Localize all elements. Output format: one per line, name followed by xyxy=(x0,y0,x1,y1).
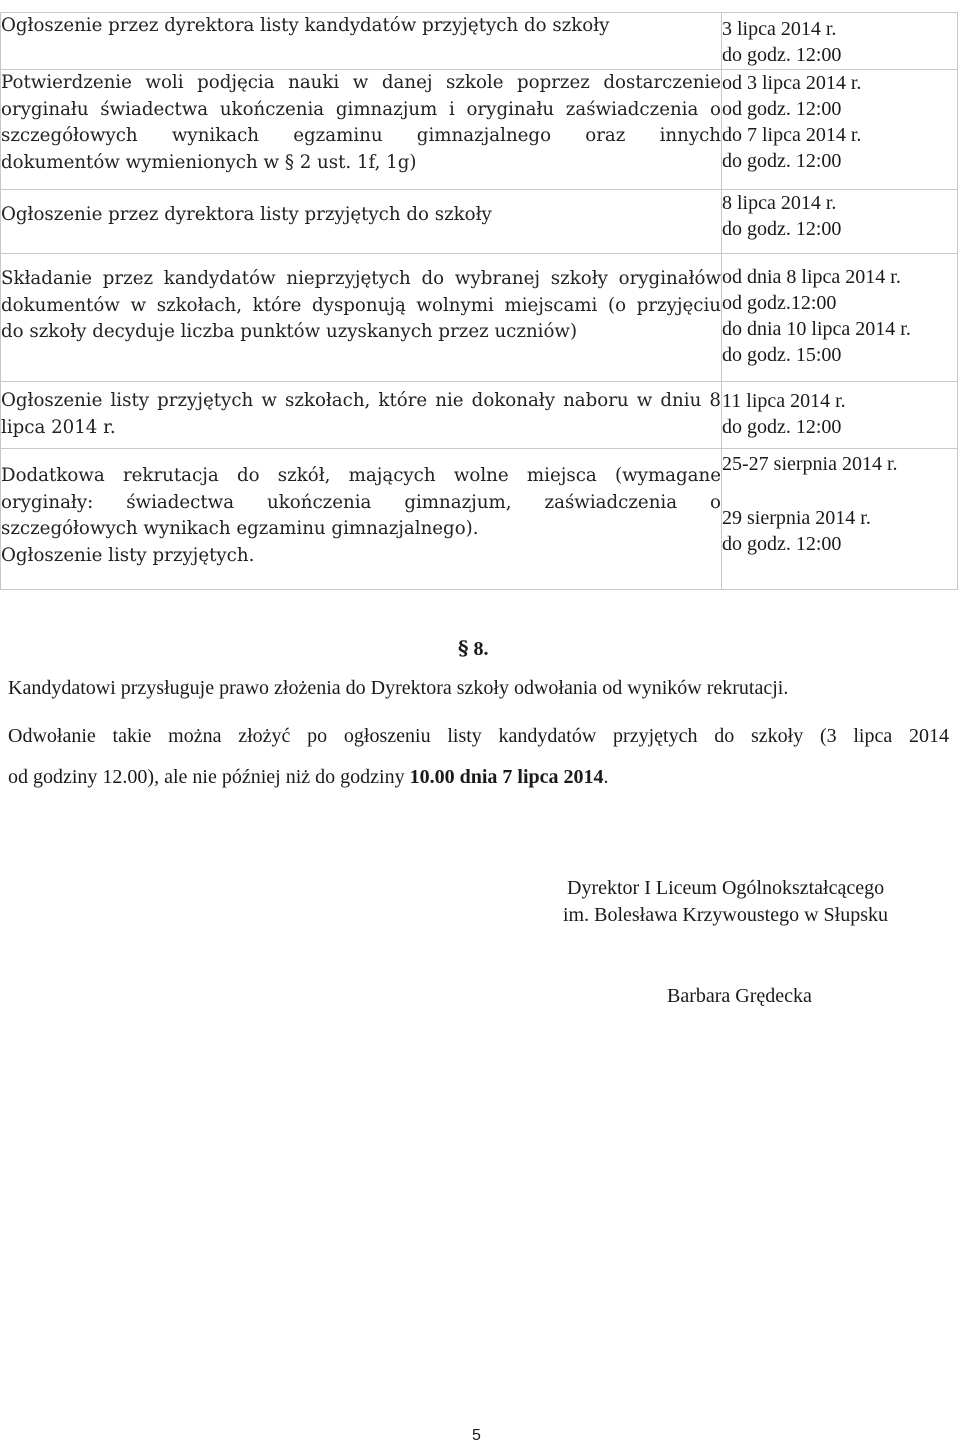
date-line: do godz. 12:00 xyxy=(722,533,842,555)
description-line: szczegółowych wynikach egzaminu gimnazjalnego oraz innych xyxy=(1,125,721,146)
recruitment-schedule-table xyxy=(0,12,958,590)
date-line: do dnia 10 lipca 2014 r. xyxy=(722,318,911,340)
table-row xyxy=(1,254,958,382)
paragraph-text: od godziny 12.00), ale nie później niż do godziny xyxy=(8,766,410,788)
table-row xyxy=(1,13,958,70)
description-line: dokumentów wymienionych w § 2 ust. 1f, 1g) xyxy=(1,151,417,173)
table-row xyxy=(1,190,958,254)
paragraph-appeal-right: Kandydatowi przysługuje prawo złożenia do Dyrektora szkoły odwołania od wyników rekrutacji. xyxy=(8,677,789,699)
paragraph-line xyxy=(8,757,949,798)
description-line: do szkoły decyduje liczba punktów uzyskanych przez uczniów) xyxy=(1,321,578,342)
date-line: do 7 lipca 2014 r. xyxy=(722,124,862,146)
description-line: Składanie przez kandydatów nieprzyjętych do wybranej szkoły oryginałów xyxy=(1,268,721,289)
description-line: Ogłoszenie listy przyjętych. xyxy=(1,544,255,566)
description-cell xyxy=(1,449,722,590)
date-line: do godz. 12:00 xyxy=(722,44,842,66)
date-line: 8 lipca 2014 r. xyxy=(722,192,837,214)
signature-name: Barbara Grędecka xyxy=(667,985,812,1007)
date-line: 11 lipca 2014 r. xyxy=(722,390,846,412)
page-number: 5 xyxy=(472,1427,481,1444)
description-line: lipca 2014 r. xyxy=(1,416,116,438)
signature-school: im. Bolesława Krzywoustego w Słupsku xyxy=(563,904,888,926)
date-line: 29 sierpnia 2014 r. xyxy=(722,507,871,529)
section-heading xyxy=(458,636,488,661)
paragraph-line: Odwołanie takie można złożyć po ogłoszeniu listy kandydatów przyjętych do szkoły (3 lipca 2014 xyxy=(8,725,949,747)
date-line: do godz. 12:00 xyxy=(722,416,842,438)
description-cell xyxy=(1,190,722,254)
description-cell xyxy=(1,13,722,70)
date-line: od godz. 12:00 xyxy=(722,98,842,120)
date-line: 25-27 sierpnia 2014 r. xyxy=(722,453,898,475)
date-spacer xyxy=(722,477,957,505)
date-cell xyxy=(722,382,958,449)
date-line: do godz. 12:00 xyxy=(722,218,842,240)
signature-title: Dyrektor I Liceum Ogólnokształcącego xyxy=(567,877,885,899)
description-line: Ogłoszenie przez dyrektora listy przyjętych do szkoły xyxy=(1,204,492,225)
description-line: szczegółowych wynikach egzaminu gimnazjalnego). xyxy=(1,518,479,539)
date-line: do godz. 12:00 xyxy=(722,150,842,172)
description-line: Potwierdzenie woli podjęcia nauki w danej szkole poprzez dostarczenie xyxy=(1,72,721,93)
description-line: Ogłoszenie przez dyrektora listy kandydatów przyjętych do szkoły xyxy=(1,15,610,36)
description-cell xyxy=(1,70,722,190)
section-sign: § xyxy=(458,636,469,660)
description-line: Ogłoszenie listy przyjętych w szkołach, które nie dokonały naboru w dniu 8 xyxy=(1,390,721,411)
description-cell xyxy=(1,382,722,449)
description-cell xyxy=(1,254,722,382)
date-cell xyxy=(722,254,958,382)
date-line: do godz. 15:00 xyxy=(722,344,842,366)
table-row xyxy=(1,382,958,449)
date-cell xyxy=(722,13,958,70)
paragraph-appeal-deadline xyxy=(8,716,949,798)
section-number: 8. xyxy=(468,638,489,660)
date-cell xyxy=(722,70,958,190)
table-row xyxy=(1,70,958,190)
date-line: od dnia 8 lipca 2014 r. xyxy=(722,266,901,288)
paragraph-text: . xyxy=(603,766,609,788)
description-line: oryginału świadectwa ukończenia gimnazjum i oryginału zaświadczenia o xyxy=(1,98,721,120)
deadline-emphasis: 10.00 dnia 7 lipca 2014 xyxy=(409,766,604,788)
description-line: Dodatkowa rekrutacja do szkół, mających wolne miejsca (wymagane xyxy=(1,465,721,486)
table-row xyxy=(1,449,958,590)
description-line: dokumentów w szkołach, które dysponują wolnymi miejscami (o przyjęciu xyxy=(1,294,721,316)
date-cell xyxy=(722,449,958,590)
date-line: 3 lipca 2014 r. xyxy=(722,18,837,40)
date-line: od godz.12:00 xyxy=(722,292,837,314)
date-cell xyxy=(722,190,958,254)
description-line: oryginały: świadectwa ukończenia gimnazjum, zaświadczenia o xyxy=(1,491,721,513)
date-line: od 3 lipca 2014 r. xyxy=(722,72,862,94)
